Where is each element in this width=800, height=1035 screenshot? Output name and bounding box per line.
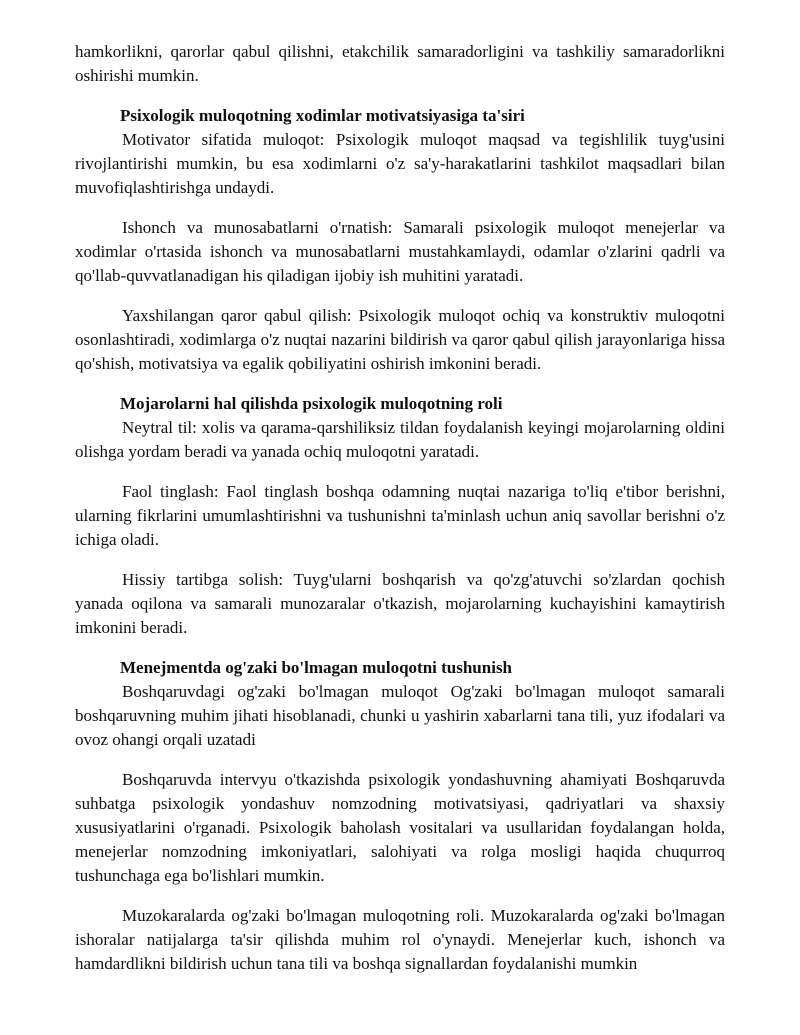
paragraph-emotional-regulation: Hissiy tartibga solish: Tuyg'ularni boshqarish va qo'zg'atuvchi so'zlardan qochish yanada oqilona va samarali munozaralar o'tkazish, mojarolarning kuchayishini kamaytirish imkonini beradi. — [75, 570, 725, 637]
section-heading-motivation: Psixologik muloqotning xodimlar motivatsiyasiga ta'siri — [120, 106, 525, 125]
paragraph-nonverbal-management: Boshqaruvdagi og'zaki bo'lmagan muloqot Og'zaki bo'lmagan muloqot samarali boshqaruvning muhim jihati hisoblanadi, chunki u yashirin xabarlarni tana tili, yuz ifodalari va ovoz ohangi orqali uzatadi — [75, 682, 725, 749]
paragraph-decision-making: Yaxshilangan qaror qabul qilish: Psixologik muloqot ochiq va konstruktiv muloqotni osonlashtiradi, xodimlarga o'z nuqtai nazarini bildirish va qaror qabul qilish jarayonlariga hissa qo'shish, motivatsiya va egalik qobiliyatini oshirish imkonini beradi. — [75, 306, 725, 373]
intro-paragraph: hamkorlikni, qarorlar qabul qilishni, etakchilik samaradorligini va tashkiliy samaradorlikni oshirishi mumkin. — [75, 42, 725, 85]
section-heading-nonverbal: Menejmentda og'zaki bo'lmagan muloqotni tushunish — [120, 658, 513, 677]
paragraph-trust: Ishonch va munosabatlarni o'rnatish: Samarali psixologik muloqot menejerlar va xodimlar o'rtasida ishonch va munosabatlarni mustahkamlaydi, odamlar o'zlarini qadrli va qo'llab-quvvatlanadigan his qiladigan ijobiy ish muhitini yaratadi. — [75, 218, 725, 285]
paragraph-motivator: Motivator sifatida muloqot: Psixologik muloqot maqsad va tegishlilik tuyg'usini rivojlantirishi mumkin, bu esa xodimlarni o'z sa'y-harakatlarini tashkilot maqsadlari bilan muvofiqlashtirishga undaydi. — [75, 130, 725, 197]
paragraph-interview-approach: Boshqaruvda intervyu o'tkazishda psixologik yondashuvning ahamiyati Boshqaruvda suhbatga psixologik yondashuv nomzodning motivatsiyasi, qadriyatlari va shaxsiy xususiyatlarini o'rganadi. Psixologik baholash vositalari va usullaridan foydalangan holda, menejerlar nomzodning imkoniyatlari, salohiyati va rolga mosligi haqida chuqurroq tushunchaga ega bo'lishlari mumkin. — [75, 770, 725, 885]
section-heading-conflict: Mojarolarni hal qilishda psixologik muloqotning roli — [120, 394, 503, 413]
paragraph-neutral-language: Neytral til: xolis va qarama-qarshiliksiz tildan foydalanish keyingi mojarolarning oldini olishga yordam beradi va yanada ochiq muloqotni yaratadi. — [75, 418, 725, 461]
paragraph-active-listening: Faol tinglash: Faol tinglash boshqa odamning nuqtai nazariga to'liq e'tibor berishni, ularning fikrlarini umumlashtirishni va tushunishni ta'minlash uchun aniq savollar berishni o'z ichiga oladi. — [75, 482, 725, 549]
paragraph-negotiation-nonverbal: Muzokaralarda og'zaki bo'lmagan muloqotning roli. Muzokaralarda og'zaki bo'lmagan ishoralar natijalarga ta'sir qilishda muhim rol o'ynaydi. Menejerlar kuch, ishonch va hamdardlikni bildirish uchun tana tili va boshqa signallardan foydalanishi mumkin — [75, 906, 725, 973]
